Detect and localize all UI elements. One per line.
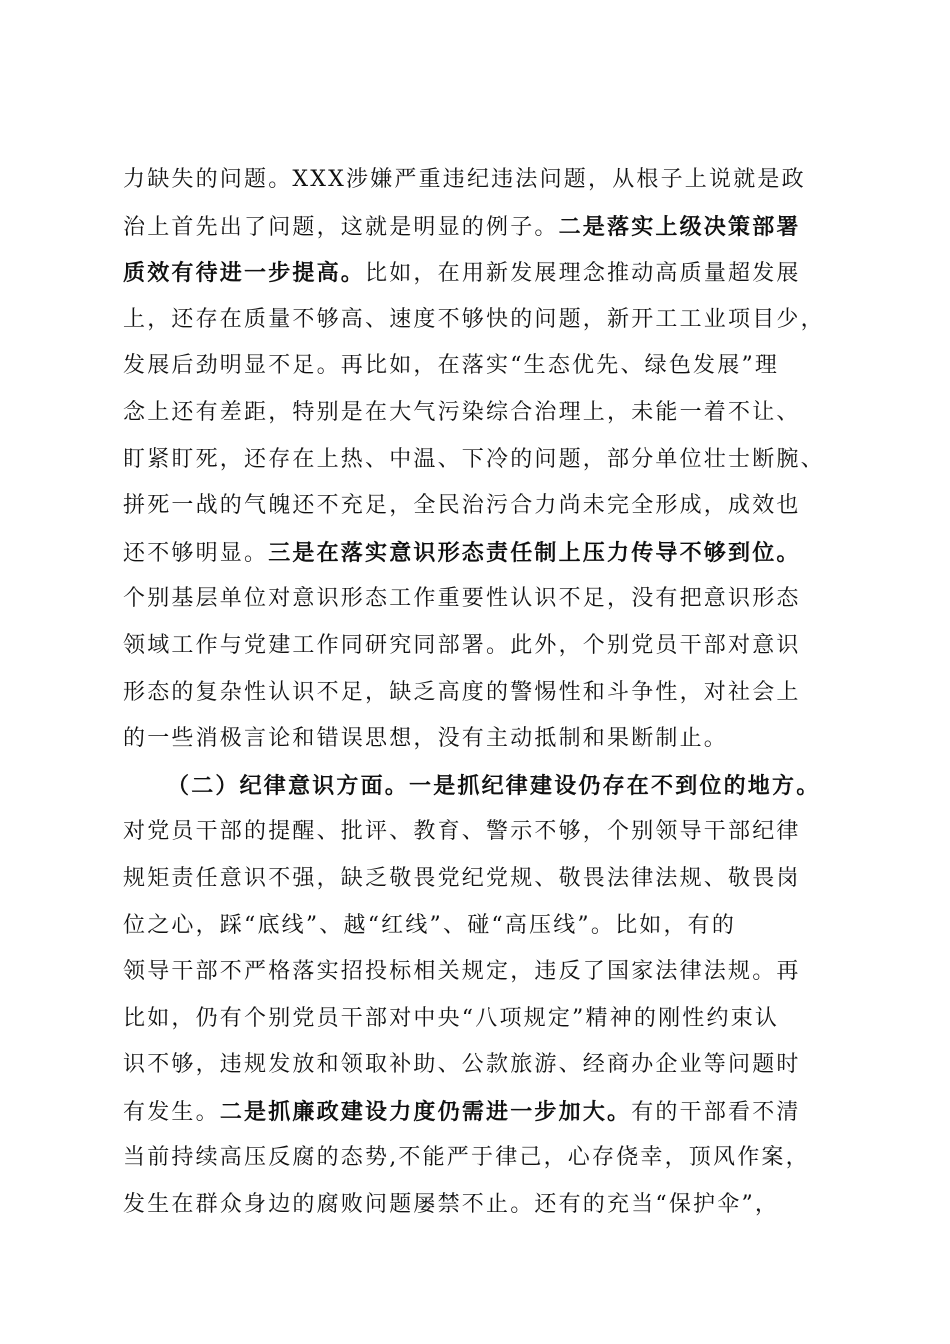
bold-text-run: 质效有待进一步提高。 [123, 260, 366, 287]
text-line [123, 996, 833, 1043]
text-line [123, 670, 833, 717]
text-line [123, 250, 833, 297]
text-run: 念上还有差距，特别是在大气污染综合治理上，未能一着不让、 [123, 399, 801, 425]
text-line [123, 530, 833, 577]
text-line [123, 1089, 833, 1136]
text-run: 对党员干部的提醒、批评、教育、警示不够，个别领导干部纪律 [123, 819, 801, 845]
text-run: 上，还存在质量不够高、速度不够快的问题，新开工工业项目少， [123, 306, 825, 332]
bold-text-run: （二）纪律意识方面。一是抓纪律建设仍存在不到位的地方。 [167, 772, 821, 799]
text-line [123, 343, 833, 390]
text-run: 盯紧盯死，还存在上热、中温、下冷的问题，部分单位壮士断腕、 [123, 446, 825, 472]
bold-text-run: 二是落实上级决策部署 [558, 213, 801, 240]
text-run: 领导干部不严格落实招投标相关规定，违反了国家法律法规。再 [123, 959, 801, 985]
text-line [123, 763, 833, 810]
text-run: 有发生。 [123, 1099, 220, 1125]
text-run: 领域工作与党建工作同研究同部署。此外，个别党员干部对意识 [123, 632, 801, 658]
bold-text-run: 三是在落实意识形态责任制上压力传导不够到位。 [268, 539, 801, 566]
text-line [123, 483, 833, 530]
text-run: 还不够明显。 [123, 540, 269, 566]
text-line [123, 576, 833, 623]
text-run: 力缺失的问题。XXX涉嫌严重违纪违法问题，从根子上说就是政 [123, 167, 806, 192]
text-line [123, 297, 833, 344]
text-run: 当前持续高压反腐的态势,不能严于律己，心存侥幸，顶风作案， [123, 1145, 810, 1171]
text-run: 位之心，踩“底线”、越“红线”、碰“高压线”。比如，有的 [123, 912, 737, 938]
text-line [123, 204, 833, 251]
text-run: 识不够，违规发放和领取补助、公款旅游、经商办企业等问题时 [123, 1052, 801, 1078]
text-line [123, 716, 833, 763]
text-line [123, 856, 833, 903]
text-run: 规矩责任意识不强，缺乏敬畏党纪党规、敬畏法律法规、敬畏岗 [123, 865, 801, 891]
text-run: 形态的复杂性认识不足，缺乏高度的警惕性和斗争性，对社会上 [123, 679, 801, 705]
text-line [123, 1182, 833, 1229]
document-body [123, 157, 833, 1229]
text-line [123, 1135, 833, 1182]
text-line [123, 903, 833, 950]
bold-text-run: 二是抓廉政建设力度仍需进一步加大。 [219, 1098, 632, 1125]
text-run: 的一些消极言论和错误思想，没有主动抵制和果断制止。 [123, 726, 729, 752]
text-line [123, 809, 833, 856]
text-run: 发展后劲明显不足。再比如，在落实“生态优先、绿色发展”理 [123, 353, 780, 379]
text-run: 治上首先出了问题，这就是明显的例子。 [123, 214, 559, 240]
text-run: 比如，仍有个别党员干部对中央“八项规定”精神的刚性约束认 [123, 1005, 780, 1031]
text-line [123, 437, 833, 484]
text-line [123, 949, 833, 996]
text-run: 比如，在用新发展理念推动高质量超发展 [365, 261, 801, 287]
text-run: 拼死一战的气魄还不充足，全民治污合力尚未完全形成，成效也 [123, 493, 801, 519]
text-line [123, 157, 833, 204]
text-line [123, 623, 833, 670]
text-line [123, 390, 833, 437]
text-line [123, 1042, 833, 1089]
text-run: 个别基层单位对意识形态工作重要性认识不足，没有把意识形态 [123, 586, 801, 612]
text-run: 发生在群众身边的腐败问题屡禁不止。还有的充当“保护伞”， [123, 1192, 780, 1218]
text-run: 有的干部看不清 [631, 1099, 801, 1125]
